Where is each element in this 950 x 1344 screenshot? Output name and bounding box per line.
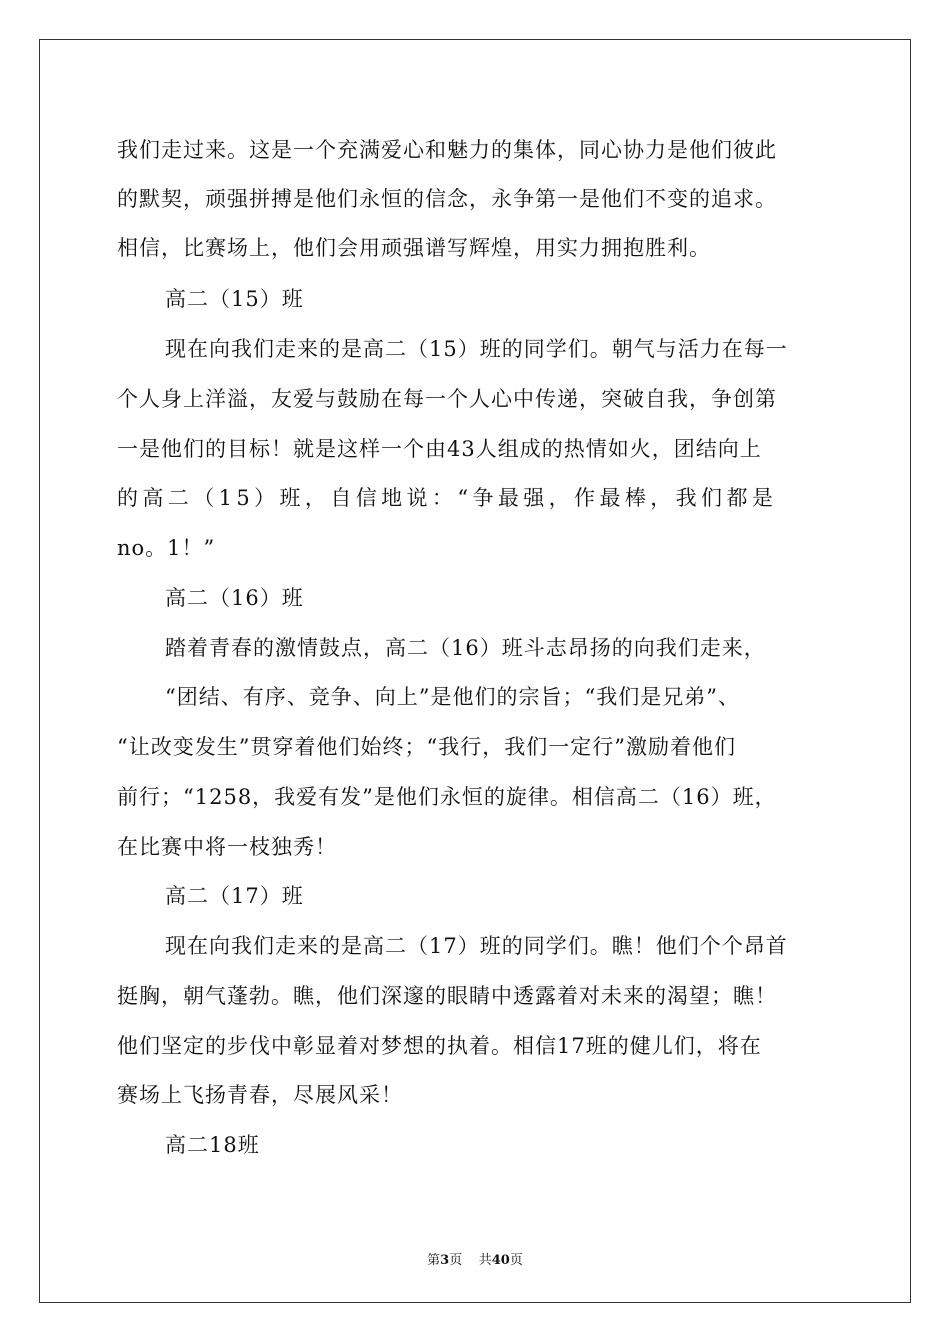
text-line: “让改变发生”贯穿着他们始终；“我行，我们一定行”激励着他们 xyxy=(117,735,736,759)
section-heading: 高二（17）班 xyxy=(165,884,304,908)
text-line: 踏着青春的激情鼓点，高二（16）班斗志昂扬的向我们走来， xyxy=(165,636,766,660)
section-heading: 高二（15）班 xyxy=(165,287,304,311)
text-line: no。1！” xyxy=(117,536,216,560)
text-line: 一是他们的目标！就是这样一个由43人组成的热情如火，团结向上 xyxy=(117,437,762,461)
total-pages: 40 xyxy=(491,1253,510,1268)
text-line: 的高二（15）班，自信地说：“争最强，作最棒，我们都是 xyxy=(117,486,778,510)
text-line: 赛场上飞扬青春，尽展风采！ xyxy=(117,1083,403,1107)
page-suffix: 页 xyxy=(449,1253,463,1268)
total-suffix: 页 xyxy=(509,1253,523,1268)
text-line: 我们走过来。这是一个充满爱心和魅力的集体，同心协力是他们彼此 xyxy=(117,138,777,162)
page-number: 3 xyxy=(440,1253,450,1268)
text-line: 在比赛中将一枝独秀！ xyxy=(117,835,337,859)
text-line: 挺胸，朝气蓬勃。瞧，他们深邃的眼睛中透露着对未来的渴望；瞧！ xyxy=(117,984,777,1008)
page-border xyxy=(39,39,911,1303)
section-heading: 高二（16）班 xyxy=(165,586,304,610)
text-line: 前行；“1258，我爱有发”是他们永恒的旋律。相信高二（16）班， xyxy=(117,785,777,809)
text-line: 现在向我们走来的是高二（17）班的同学们。瞧！他们个个昂首 xyxy=(165,934,788,958)
text-line: “团结、有序、竞争、向上”是他们的宗旨；“我们是兄弟”、 xyxy=(165,685,740,709)
text-line: 他们坚定的步伐中彰显着对梦想的执着。相信17班的健儿们，将在 xyxy=(117,1034,762,1058)
text-line: 的默契，顽强拼搏是他们永恒的信念，永争第一是他们不变的追求。 xyxy=(117,187,777,211)
section-heading: 高二18班 xyxy=(165,1133,260,1157)
text-line: 相信，比赛场上，他们会用顽强谱写辉煌，用实力拥抱胜利。 xyxy=(117,236,711,260)
page-prefix: 第 xyxy=(427,1253,441,1268)
text-line: 现在向我们走来的是高二（15）班的同学们。朝气与活力在每一 xyxy=(165,337,788,361)
total-prefix: 共 xyxy=(478,1253,492,1268)
text-line: 个人身上洋溢，友爱与鼓励在每一个人心中传递，突破自我，争创第 xyxy=(117,387,777,411)
page-footer xyxy=(0,1249,950,1268)
